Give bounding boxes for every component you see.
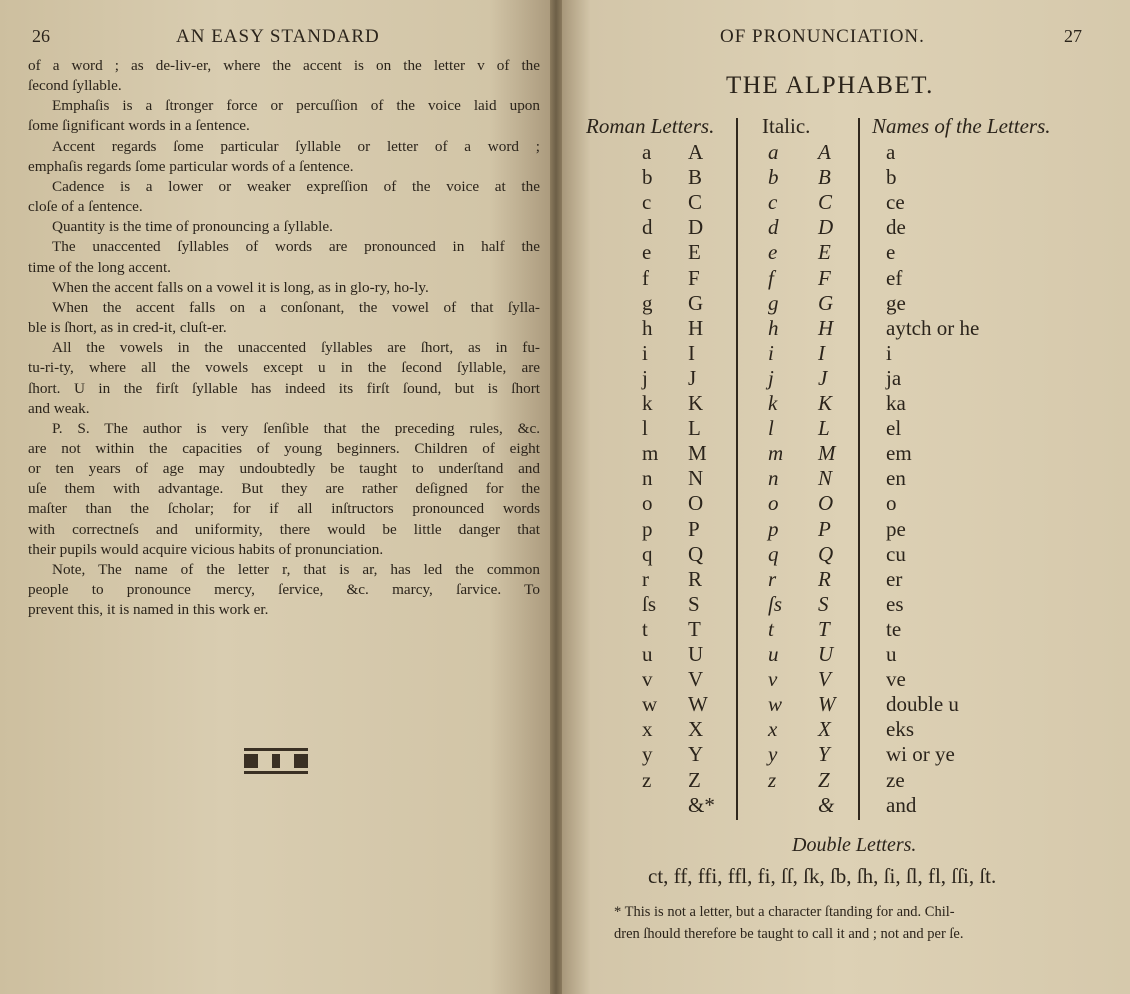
page-number-left: 26 [32, 26, 50, 46]
roman-uppercase: P [688, 516, 700, 541]
roman-uppercase: X [688, 717, 704, 742]
body-line: with correctneſs and uniformity, there would be little danger that [28, 520, 540, 538]
book-gutter [550, 0, 562, 994]
body-line: Emphaſis is a ſtronger force or percuſſion of the voice laid upon [52, 97, 540, 115]
letter-name: o [886, 491, 897, 516]
header-names-of-letters: Names of the Letters. [872, 114, 1051, 138]
body-line: Quantity is the time of pronouncing a ſyllable. [52, 218, 333, 236]
italic-uppercase: R [818, 566, 831, 591]
body-line: ſome ſignificant words in a ſentence. [28, 117, 250, 135]
roman-uppercase: H [688, 315, 704, 340]
italic-lowercase: w [768, 692, 783, 717]
letter-name: em [886, 441, 912, 466]
letter-name: i [886, 340, 892, 365]
roman-lowercase: e [642, 240, 652, 265]
italic-uppercase: B [818, 165, 831, 190]
italic-lowercase: a [768, 140, 779, 164]
roman-uppercase: R [688, 566, 703, 591]
roman-lowercase: c [642, 190, 652, 215]
italic-uppercase: N [818, 466, 833, 491]
roman-uppercase: M [688, 441, 707, 466]
footnote-line-1: * This is not a letter, but a character ſtanding for and. Chil- [614, 904, 955, 920]
italic-lowercase: e [768, 240, 778, 265]
italic-lowercase: g [768, 290, 779, 315]
body-line: tu-ri-ty, where all the vowels except u in the ſecond ſyllable, are [28, 359, 540, 377]
italic-uppercase: K [818, 391, 833, 415]
italic-lowercase: y [768, 742, 778, 767]
roman-uppercase: Q [688, 541, 704, 566]
roman-uppercase: Z [688, 767, 701, 792]
roman-uppercase: C [688, 190, 703, 215]
italic-uppercase: X [818, 717, 831, 742]
letter-name: el [886, 416, 902, 441]
roman-lowercase: i [642, 340, 648, 365]
italic-lowercase: f [768, 265, 774, 290]
italic-lowercase: l [768, 416, 774, 441]
roman-uppercase: S [688, 591, 700, 616]
italic-lowercase: n [768, 466, 779, 491]
roman-uppercase: E [688, 240, 701, 265]
roman-lowercase: w [642, 692, 658, 717]
italic-uppercase: V [818, 667, 831, 692]
letter-name: es [886, 591, 904, 616]
roman-lowercase: z [642, 767, 652, 792]
roman-uppercase: B [688, 165, 703, 190]
roman-lowercase: a [642, 140, 652, 164]
letter-name: te [886, 616, 902, 641]
italic-lowercase: u [768, 642, 779, 666]
roman-lowercase: ſs [642, 591, 657, 616]
roman-lowercase: m [642, 441, 659, 466]
italic-lowercase: ſs [768, 591, 783, 616]
roman-lowercase: q [642, 541, 653, 566]
roman-lowercase: b [642, 165, 653, 190]
roman-uppercase: V [688, 667, 704, 692]
right-page [556, 0, 1130, 994]
roman-uppercase: G [688, 290, 704, 315]
italic-uppercase: E [818, 240, 831, 265]
italic-uppercase: Z [818, 767, 830, 792]
body-line: The unaccented ſyllables of words are pronounced in half the [52, 238, 540, 256]
italic-uppercase: F [818, 265, 831, 290]
roman-uppercase: Y [688, 742, 704, 767]
letter-name: wi or ye [886, 742, 955, 767]
printers-ornament [244, 746, 308, 776]
left-page [0, 0, 556, 994]
body-line: people to pronounce mercy, ſervice, &c. marcy, ſarvice. To [28, 581, 540, 599]
roman-lowercase: o [642, 491, 653, 516]
letter-name: e [886, 240, 896, 265]
letter-name: cu [886, 541, 906, 566]
italic-uppercase: O [818, 491, 834, 516]
body-line: cloſe of a ſentence. [28, 198, 143, 216]
roman-uppercase: O [688, 491, 704, 516]
body-line: When the accent falls on a vowel it is long, as in glo-ry, ho-ly. [52, 278, 429, 296]
roman-uppercase: W [688, 692, 708, 717]
roman-uppercase: A [688, 140, 704, 164]
roman-lowercase: h [642, 315, 653, 340]
roman-uppercase: T [688, 616, 701, 641]
letter-name: ce [886, 190, 905, 215]
letter-name: a [886, 140, 896, 164]
letter-name: double u [886, 692, 959, 717]
italic-lowercase: j [768, 365, 774, 390]
letter-name: ge [886, 290, 906, 315]
letter-name: en [886, 466, 906, 491]
letter-name: pe [886, 516, 906, 541]
roman-lowercase: t [642, 616, 648, 641]
letter-name: ka [886, 391, 906, 415]
italic-lowercase: i [768, 340, 774, 365]
italic-uppercase: S [818, 591, 829, 616]
body-line: time of the long accent. [28, 258, 171, 276]
running-head-right: OF PRONUNCIATION. [720, 26, 925, 47]
letter-name: ze [886, 767, 905, 792]
italic-lowercase: h [768, 315, 779, 340]
roman-lowercase: l [642, 416, 648, 441]
italic-uppercase: M [818, 441, 836, 466]
body-line: or ten years of age may undoubtedly be taught to underſtand and [28, 460, 540, 478]
letter-name: b [886, 165, 897, 190]
italic-lowercase: k [768, 391, 778, 415]
left-body-text [28, 56, 540, 620]
body-line: ſhort. U in the firſt ſyllable has indeed its firſt ſound, but is ſhort [28, 379, 540, 397]
italic-uppercase: P [818, 516, 831, 541]
roman-lowercase: k [642, 391, 653, 415]
header-italic: Italic. [762, 114, 811, 138]
italic-lowercase: o [768, 491, 779, 516]
body-line: and weak. [28, 399, 90, 417]
italic-lowercase: v [768, 667, 778, 692]
alphabet-title: THE ALPHABET. [726, 72, 934, 99]
letter-name: eks [886, 717, 914, 742]
letter-name: aytch or he [886, 315, 980, 340]
column-rule-1 [736, 118, 738, 820]
body-line: ſecond ſyllable. [28, 77, 122, 95]
roman-uppercase: D [688, 215, 704, 240]
italic-uppercase: & [818, 792, 835, 817]
roman-uppercase: N [688, 466, 704, 491]
body-line: their pupils would acquire vicious habits of pronunciation. [28, 540, 384, 558]
roman-uppercase: U [688, 642, 704, 666]
italic-lowercase: p [768, 516, 779, 541]
body-line: uſe them with advantage. But they are rather deſigned for the [28, 480, 540, 498]
italic-lowercase: q [768, 541, 779, 566]
roman-uppercase: F [688, 265, 700, 290]
double-letters-list: ct, ff, ffi, ffl, fi, ſſ, ſk, ſb, ſh, ſi, ſl, fl, ſſi, ſt. [648, 864, 997, 888]
roman-uppercase: K [688, 391, 704, 415]
roman-lowercase: n [642, 466, 653, 491]
roman-lowercase: d [642, 215, 653, 240]
italic-uppercase: J [818, 365, 828, 390]
roman-lowercase: x [642, 717, 653, 742]
body-line: All the vowels in the unaccented ſyllables are ſhort, as in fu- [52, 339, 540, 357]
roman-lowercase: r [642, 566, 649, 591]
italic-lowercase: b [768, 165, 779, 190]
body-line: prevent this, it is named in this work er. [28, 601, 269, 619]
roman-lowercase: f [642, 265, 649, 290]
italic-uppercase: W [818, 692, 836, 717]
body-line: Note, The name of the letter r, that is ar, has led the common [52, 560, 540, 578]
italic-uppercase: Q [818, 541, 834, 566]
body-line: emphaſis regards ſome particular words of a ſentence. [28, 157, 354, 175]
running-head-left: AN EASY STANDARD [176, 26, 380, 47]
roman-lowercase: j [642, 365, 648, 390]
letter-name: ja [886, 365, 902, 390]
roman-lowercase: u [642, 642, 653, 666]
letter-name: ef [886, 265, 903, 290]
roman-lowercase: v [642, 667, 653, 692]
body-line: Accent regards ſome particular ſyllable or letter of a word ; [52, 137, 540, 155]
body-line: When the accent falls on a conſonant, the vowel of that ſylla- [52, 298, 540, 316]
letter-name: and [886, 792, 917, 817]
roman-lowercase: p [642, 516, 653, 541]
roman-uppercase: J [688, 365, 697, 390]
roman-uppercase: &* [688, 792, 715, 817]
column-rule-2 [858, 118, 860, 820]
letter-name: u [886, 642, 897, 666]
body-line: Cadence is a lower or weaker expreſſion of the voice at the [52, 177, 540, 195]
letter-name: de [886, 215, 906, 240]
italic-uppercase: A [818, 140, 831, 164]
roman-uppercase: I [688, 340, 695, 365]
italic-uppercase: U [818, 642, 834, 666]
footnote-line-2: dren ſhould therefore be taught to call it and ; not and per ſe. [614, 926, 964, 942]
italic-lowercase: z [768, 767, 777, 792]
italic-lowercase: x [768, 717, 778, 742]
italic-uppercase: D [818, 215, 834, 240]
body-line: P. S. The author is very ſenſible that the preceding rules, &c. [52, 419, 540, 437]
italic-uppercase: Y [818, 742, 830, 767]
italic-uppercase: H [818, 315, 834, 340]
italic-uppercase: G [818, 290, 834, 315]
letter-name: ve [886, 667, 906, 692]
body-line: are not within the capacities of young beginners. Children of eight [28, 439, 540, 457]
italic-uppercase: T [818, 616, 830, 641]
roman-lowercase: g [642, 290, 653, 315]
double-letters-title: Double Letters. [792, 834, 917, 856]
italic-lowercase: r [768, 566, 777, 591]
body-line: of a word ; as de-liv-er, where the accent is on the letter v of the [28, 57, 540, 74]
letter-name: er [886, 566, 903, 591]
page-number-right: 27 [1064, 26, 1082, 46]
italic-lowercase: m [768, 441, 784, 466]
body-line: maſter than the ſcholar; for if all inſtructors pronounced words [28, 500, 540, 518]
italic-uppercase: C [818, 190, 833, 215]
italic-lowercase: t [768, 616, 774, 641]
roman-lowercase: y [642, 742, 653, 767]
roman-uppercase: L [688, 416, 701, 441]
italic-uppercase: I [818, 340, 825, 365]
italic-lowercase: d [768, 215, 779, 240]
italic-uppercase: L [818, 416, 830, 441]
italic-lowercase: c [768, 190, 778, 215]
body-line: ble is ſhort, as in cred-it, cluſt-er. [28, 319, 227, 337]
header-roman-letters: Roman Letters. [586, 114, 715, 138]
